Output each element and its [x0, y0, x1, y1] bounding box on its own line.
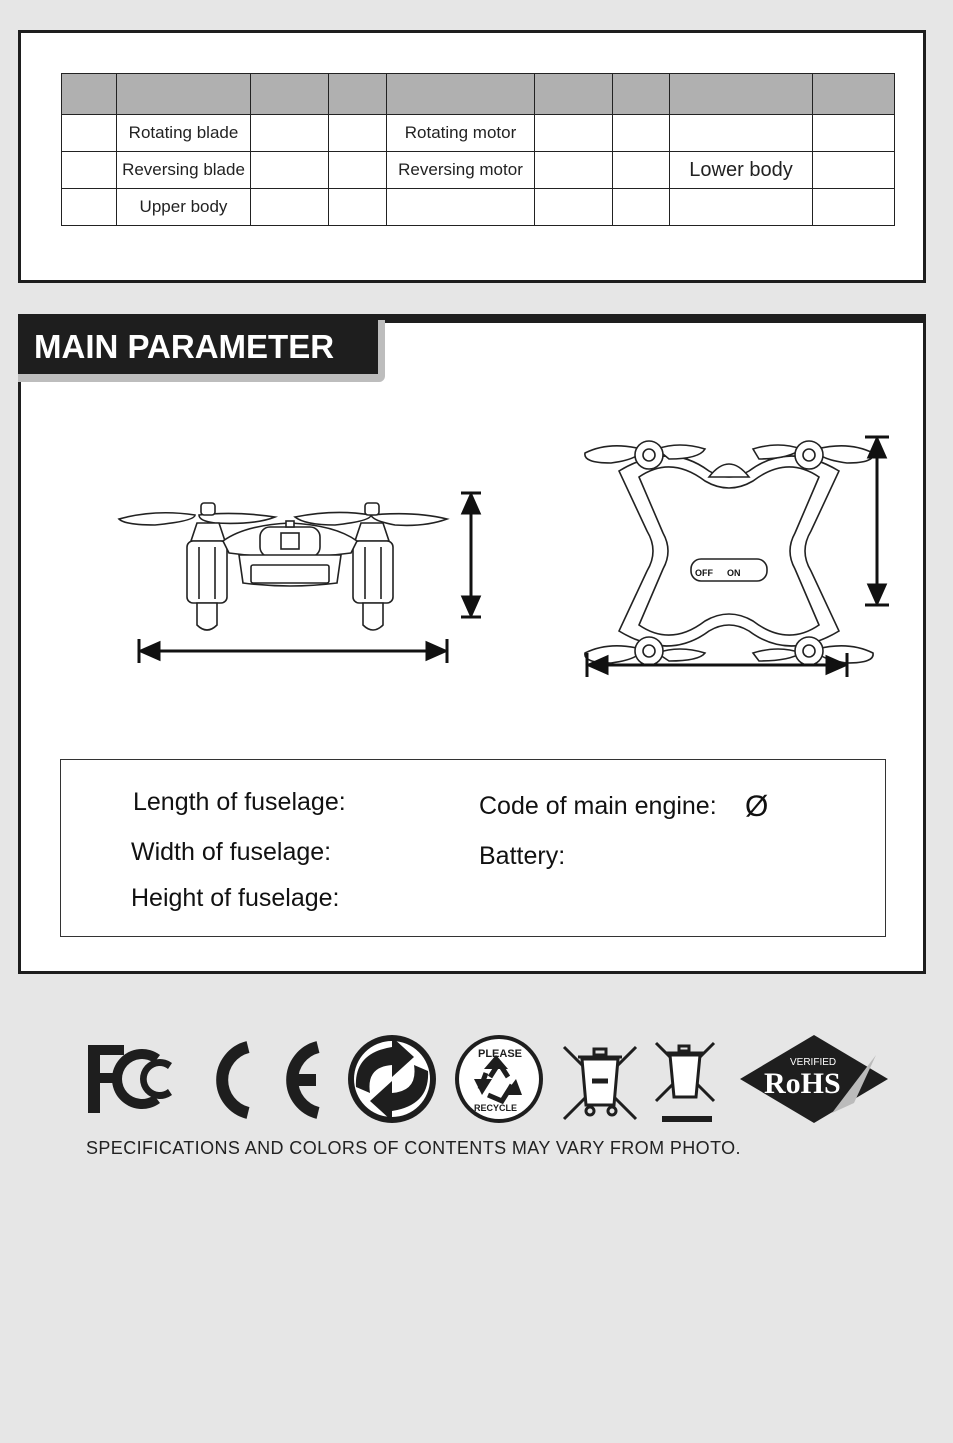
weee-bin-bar-icon [656, 1043, 714, 1119]
header-cell [613, 74, 670, 115]
rohs-verified-logo-icon [740, 1035, 888, 1123]
table-cell: Upper body [117, 189, 251, 226]
please-recycle-logo-icon [455, 1035, 543, 1123]
header-cell [251, 74, 329, 115]
parts-table [61, 73, 895, 226]
header-cell [387, 74, 535, 115]
table-cell: Lower body [670, 152, 813, 189]
height-label: Height of fuselage: [131, 884, 340, 912]
length-label: Length of fuselage: [133, 788, 346, 816]
header-cell [813, 74, 895, 115]
table-cell [670, 189, 813, 226]
spec-box [60, 759, 886, 937]
rohs-verified-text: VERIFIED [790, 1057, 837, 1068]
table-cell [670, 115, 813, 152]
weee-bin-icon [564, 1047, 636, 1119]
table-cell [62, 152, 117, 189]
certification-logos [84, 1033, 894, 1125]
table-cell [813, 152, 895, 189]
table-cell [535, 152, 613, 189]
table-cell [613, 115, 670, 152]
drone-top-view-diagram [559, 431, 899, 681]
switch-on-label: ON [727, 568, 741, 578]
table-cell [613, 189, 670, 226]
green-dot-logo-icon [348, 1035, 436, 1123]
disclaimer-text: SPECIFICATIONS AND COLORS OF CONTENTS MAY VARY FROM PHOTO. [86, 1138, 741, 1158]
table-cell [813, 189, 895, 226]
table-row [62, 152, 895, 189]
table-cell [251, 152, 329, 189]
fcc-logo-icon [88, 1045, 172, 1113]
parts-panel [18, 30, 926, 283]
table-cell [813, 115, 895, 152]
table-cell [62, 189, 117, 226]
table-cell: Reversing motor [387, 152, 535, 189]
diameter-symbol: Ø [745, 790, 769, 823]
width-label: Width of fuselage: [131, 838, 332, 866]
table-cell [387, 189, 535, 226]
header-cell [117, 74, 251, 115]
battery-label: Battery: [479, 842, 566, 870]
main-parameter-panel [18, 314, 926, 974]
table-cell: Rotating motor [387, 115, 535, 152]
table-cell [251, 189, 329, 226]
table-header-row [62, 74, 895, 115]
rohs-text: RoHS [764, 1067, 841, 1100]
table-cell: Rotating blade [117, 115, 251, 152]
ce-logo-icon [222, 1047, 318, 1113]
table-cell [535, 115, 613, 152]
section-title: MAIN PARAMETER [18, 320, 378, 374]
table-cell [329, 189, 387, 226]
header-cell [670, 74, 813, 115]
table-cell [62, 115, 117, 152]
header-cell [535, 74, 613, 115]
table-cell [329, 115, 387, 152]
switch-off-label: OFF [695, 568, 713, 578]
recycle-bottom-text: RECYCLE [474, 1103, 518, 1113]
blade-right-inner [295, 512, 371, 525]
table-cell: Reversing blade [117, 152, 251, 189]
table-cell [613, 152, 670, 189]
blade-left-outer [119, 513, 195, 525]
table-cell [535, 189, 613, 226]
table-row [62, 115, 895, 152]
engine-code-label: Code of main engine: [479, 792, 717, 820]
table-cell [329, 152, 387, 189]
table-row [62, 189, 895, 226]
table-cell [251, 115, 329, 152]
recycle-top-text: PLEASE [478, 1048, 523, 1060]
header-cell [329, 74, 387, 115]
header-cell [62, 74, 117, 115]
drone-side-view-diagram [115, 489, 495, 669]
